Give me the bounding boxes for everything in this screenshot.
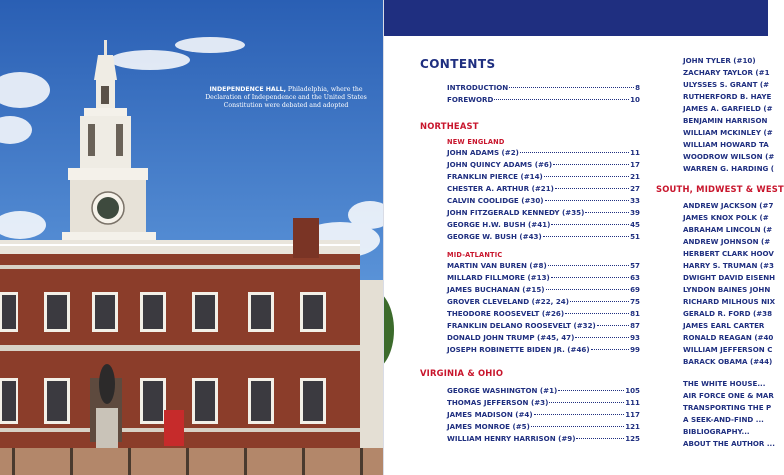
toc-entry: BIBLIOGRAPHY...: [683, 427, 750, 436]
toc-entry: JOSEPH ROBINETTE BIDEN JR. (#46) 99: [447, 345, 640, 354]
toc-entry-introduction: INTRODUCTION 8: [447, 83, 640, 92]
toc-entry: GEORGE W. BUSH (#43) 51: [447, 232, 640, 241]
toc-entry: CHESTER A. ARTHUR (#21) 27: [447, 184, 640, 193]
independence-hall-photo: [0, 0, 383, 475]
contents-page: [384, 36, 784, 475]
toc-entry: MARTIN VAN BUREN (#8) 57: [447, 261, 640, 270]
caption-bold: INDEPENDENCE HALL,: [209, 86, 286, 93]
toc-entry: ANDREW JACKSON (#7: [683, 201, 774, 210]
toc-entry: WOODROW WILSON (#: [683, 152, 775, 161]
toc-entry: RUTHERFORD B. HAYE: [683, 92, 772, 101]
toc-entry: WILLIAM HOWARD TA: [683, 140, 769, 149]
toc-entry: GERALD R. FORD (#38: [683, 309, 773, 318]
toc-entry: DONALD JOHN TRUMP (#45, 47) 93: [447, 333, 640, 342]
toc-entry: ULYSSES S. GRANT (#: [683, 80, 770, 89]
toc-entry-foreword: FOREWORD 10: [447, 95, 640, 104]
toc-entry: RONALD REAGAN (#40: [683, 333, 774, 342]
toc-entry: A SEEK-AND-FIND ...: [683, 415, 764, 424]
toc-entry: ABRAHAM LINCOLN (#: [683, 225, 773, 234]
toc-entry: ZACHARY TAYLOR (#1: [683, 68, 770, 77]
toc-entry: BARACK OBAMA (#44): [683, 357, 773, 366]
toc-entry: GEORGE WASHINGTON (#1) 105: [447, 386, 640, 395]
subsection-mid-atlantic: MID-ATLANTIC: [447, 251, 503, 259]
toc-entry: THEODORE ROOSEVELT (#26) 81: [447, 309, 640, 318]
toc-entry: DWIGHT DAVID EISENH: [683, 273, 776, 282]
toc-entry: JOHN ADAMS (#2) 11: [447, 148, 640, 157]
photo-caption: [196, 86, 376, 111]
toc-entry: MILLARD FILLMORE (#13) 63: [447, 273, 640, 282]
photo-illustration: [0, 0, 383, 475]
toc-entry: JOHN QUINCY ADAMS (#6) 17: [447, 160, 640, 169]
section-south-midwest-west: SOUTH, MIDWEST & WEST: [656, 184, 784, 194]
toc-entry: GEORGE H.W. BUSH (#41) 45: [447, 220, 640, 229]
toc-entry: THOMAS JEFFERSON (#3) 111: [447, 398, 640, 407]
section-virginia-ohio: VIRGINIA & OHIO: [420, 368, 504, 378]
toc-entry: HERBERT CLARK HOOV: [683, 249, 774, 258]
toc-entry: TRANSPORTING THE P: [683, 403, 772, 412]
toc-entry: WILLIAM MCKINLEY (#: [683, 128, 773, 137]
toc-entry: JAMES KNOX POLK (#: [683, 213, 769, 222]
toc-entry: WILLIAM HENRY HARRISON (#9) 125: [447, 434, 640, 443]
toc-entry: JAMES BUCHANAN (#15) 69: [447, 285, 640, 294]
page-header-bar: [384, 0, 768, 36]
toc-entry: JAMES A. GARFIELD (#: [683, 104, 773, 113]
toc-entry: RICHARD MILHOUS NIX: [683, 297, 776, 306]
section-northeast: NORTHEAST: [420, 121, 479, 131]
toc-entry: JAMES EARL CARTER: [683, 321, 765, 330]
toc-entry: JOHN FITZGERALD KENNEDY (#35) 39: [447, 208, 640, 217]
contents-title: CONTENTS: [420, 57, 496, 71]
toc-entry: JAMES MADISON (#4) 117: [447, 410, 640, 419]
toc-entry: THE WHITE HOUSE...: [683, 379, 766, 388]
toc-entry: WARREN G. HARDING (: [683, 164, 775, 173]
toc-entry: WILLIAM JEFFERSON C: [683, 345, 773, 354]
toc-entry: JOHN TYLER (#10): [683, 56, 756, 65]
toc-entry: GROVER CLEVELAND (#22, 24) 75: [447, 297, 640, 306]
toc-entry: FRANKLIN DELANO ROOSEVELT (#32) 87: [447, 321, 640, 330]
toc-entry: ABOUT THE AUTHOR ...: [683, 439, 775, 448]
toc-entry: CALVIN COOLIDGE (#30) 33: [447, 196, 640, 205]
toc-entry: HARRY S. TRUMAN (#3: [683, 261, 774, 270]
toc-entry: BENJAMIN HARRISON: [683, 116, 768, 125]
toc-entry: AIR FORCE ONE & MAR: [683, 391, 774, 400]
toc-entry: FRANKLIN PIERCE (#14) 21: [447, 172, 640, 181]
toc-entry: JAMES MONROE (#5) 121: [447, 422, 640, 431]
toc-entry: LYNDON BAINES JOHN: [683, 285, 771, 294]
subsection-new-england: NEW ENGLAND: [447, 138, 505, 146]
caption-text: Philadelphia, where the Declaration of Independence and the United States Constitution were debated and adopted: [205, 86, 367, 110]
toc-entry: ANDREW JOHNSON (#: [683, 237, 771, 246]
